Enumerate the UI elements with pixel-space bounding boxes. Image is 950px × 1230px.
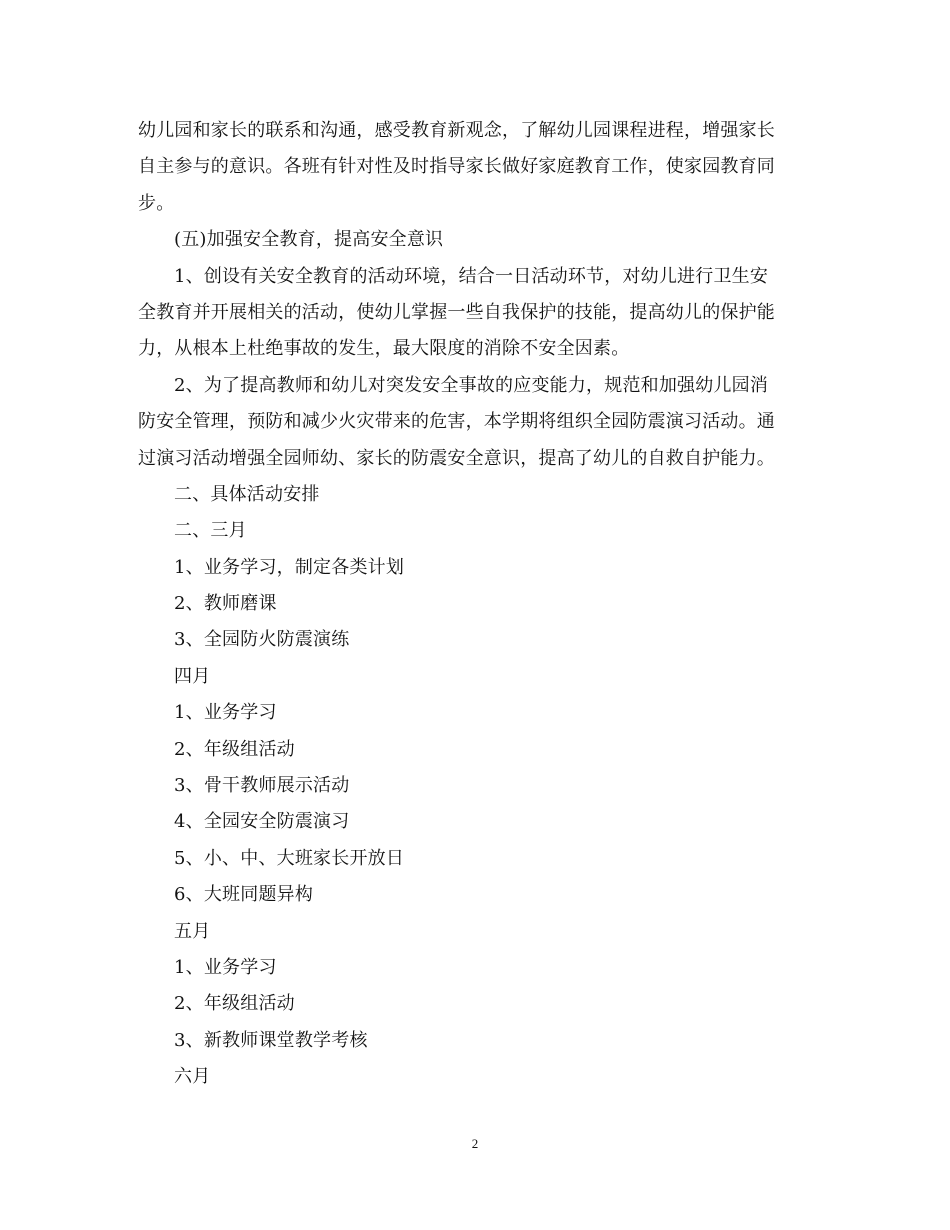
page-number: 2 [471,1136,479,1151]
section-heading: (五)加强安全教育，提高安全意识 [174,229,444,251]
list-item: 3、新教师课堂教学考核 [174,1029,368,1051]
list-item: 1、业务学习，制定各类计划 [174,556,405,578]
section-heading: 二、具体活动安排 [174,483,320,505]
month-heading: 二、三月 [174,520,247,542]
paragraph-line: 过演习活动增强全园师幼、家长的防震安全意识，提高了幼儿的自救自护能力。 [138,447,775,469]
list-item: 4、全园安全防震演习 [174,811,350,833]
document-body [138,113,818,1096]
paragraph-line: 2、为了提高教师和幼儿对突发安全事故的应变能力，规范和加强幼儿园消 [174,374,769,396]
list-item: 5、小、中、大班家长开放日 [174,847,405,869]
month-heading: 五月 [174,920,211,942]
paragraph-line: 步。 [138,192,175,214]
month-heading: 六月 [174,1066,211,1088]
paragraph-line: 防安全管理，预防和减少火灾带来的危害，本学期将组织全园防震演习活动。通 [138,411,775,433]
list-item: 3、骨干教师展示活动 [174,775,350,797]
list-item: 1、业务学习 [174,702,277,724]
paragraph-line: 自主参与的意识。各班有针对性及时指导家长做好家庭教育工作，使家园教育同 [138,156,775,178]
list-item: 3、全园防火防震演练 [174,629,350,651]
paragraph-line: 全教育并开展相关的活动，使幼儿掌握一些自我保护的技能，提高幼儿的保护能 [138,301,775,323]
month-heading: 四月 [174,665,211,687]
list-item: 6、大班同题异构 [174,884,314,906]
list-item: 2、年级组活动 [174,738,295,760]
paragraph-line: 1、创设有关安全教育的活动环境，结合一日活动环节，对幼儿进行卫生安 [174,265,769,287]
list-item: 1、业务学习 [174,956,277,978]
paragraph-line: 力，从根本上杜绝事故的发生，最大限度的消除不安全因素。 [138,338,630,360]
list-item: 2、教师磨课 [174,593,277,615]
list-item: 2、年级组活动 [174,993,295,1015]
paragraph-line: 幼儿园和家长的联系和沟通，感受教育新观念，了解幼儿园课程进程，增强家长 [138,120,775,141]
